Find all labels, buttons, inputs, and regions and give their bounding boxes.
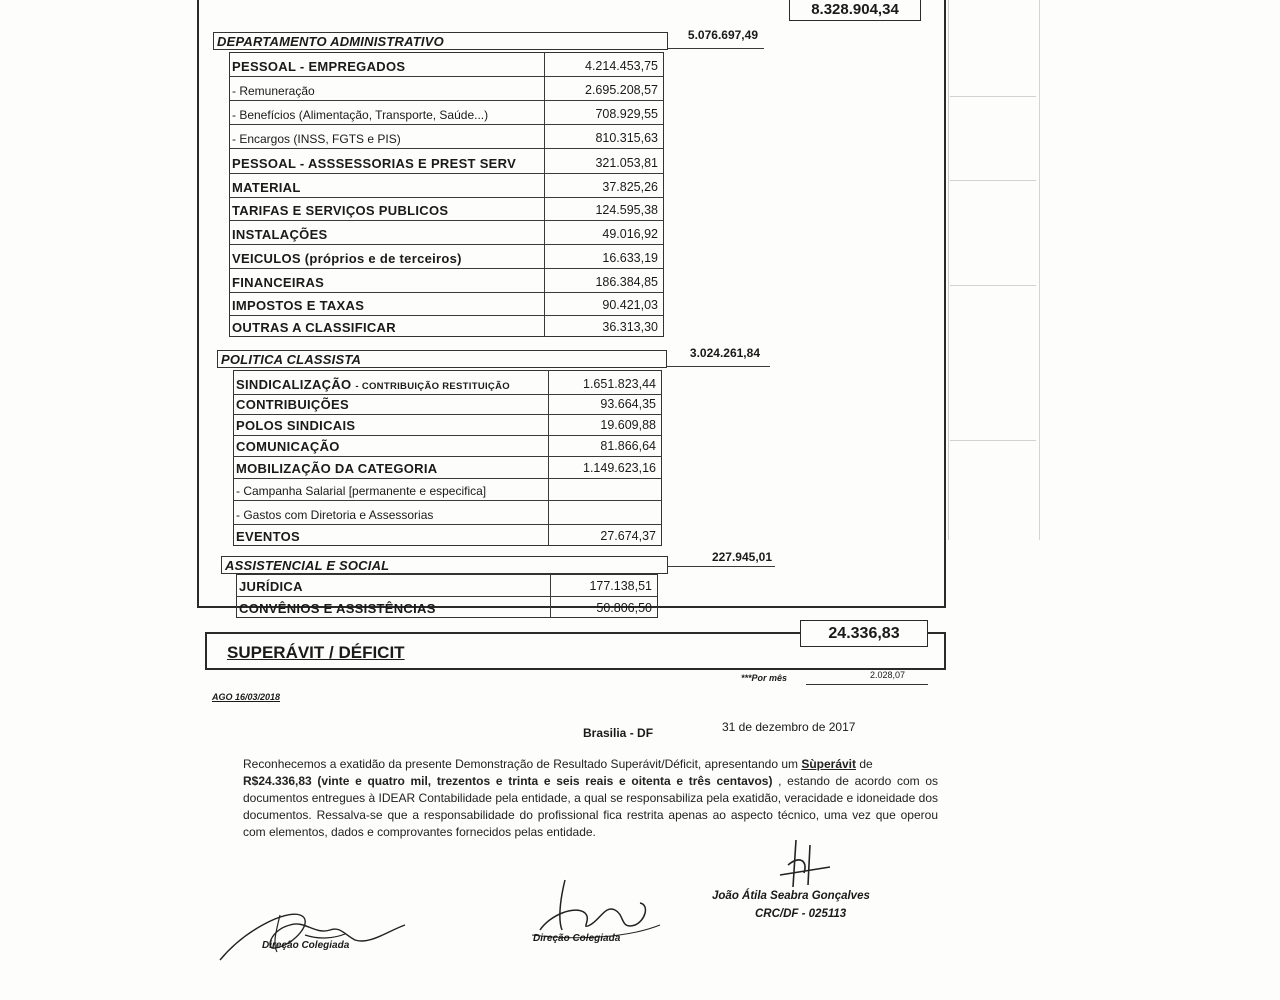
row-label: VEICULOS (próprios e de terceiros) — [232, 251, 462, 266]
row-label: PESSOAL - ASSSESSORIAS E PREST SERV — [232, 156, 517, 171]
declaration-amount: R$24.336,83 (vinte e quatro mil, trezentos e trinta e seis reais e oitenta e três centavos) — [243, 774, 773, 788]
row-value: 81.866,64 — [600, 439, 656, 453]
row-label: JURÍDICA — [239, 579, 303, 594]
signature-2-label: Direção Colegiada — [533, 933, 621, 944]
row-value: 36.313,30 — [602, 320, 658, 334]
divider — [668, 48, 764, 49]
declaration-text: , estando de acordo com os documentos entregues à IDEAR Contabilidade pela entidade, a qual se responsabiliza pela exatidão, veracidade e idoneidade dos documentos. Ressalva-se que a responsabilidade do profissional fica restrita apenas ao aspecto técnico, uma vez que operou com elementos, dados e comprovantes fornecidos pelas entidade. — [243, 774, 938, 839]
table-row — [229, 315, 664, 337]
accountant-crc: CRC/DF - 025113 — [755, 908, 847, 920]
row-value: 321.053,81 — [595, 156, 658, 170]
section-total-politica: 3.024.261,84 — [689, 346, 760, 360]
table-row — [233, 394, 662, 414]
section-total-assistencial: 227.945,01 — [711, 550, 772, 564]
date: 31 de dezembro de 2017 — [722, 720, 856, 734]
table-row — [233, 456, 662, 478]
row-label: INSTALAÇÕES — [232, 227, 328, 242]
row-value: 177.138,51 — [589, 579, 652, 593]
grand-total: 8.328.904,34 — [789, 0, 921, 21]
row-sublabel: - CONTRIBUIÇÃO RESTITUIÇÃO — [355, 381, 510, 392]
table-row — [229, 76, 664, 100]
bleed-through-panel — [948, 0, 1040, 540]
table-row — [229, 220, 664, 244]
row-label: CONVÊNIOS E ASSISTÊNCIAS — [239, 601, 436, 616]
ago-note: AGO 16/03/2018 — [212, 692, 281, 702]
row-value: 16.633,19 — [602, 251, 658, 265]
table-row — [236, 596, 658, 618]
row-value: 27.674,37 — [600, 529, 656, 543]
table-row — [229, 52, 664, 76]
declaration-text: de — [856, 757, 873, 771]
row-label: EVENTOS — [236, 529, 300, 544]
table-row — [233, 524, 662, 546]
row-label: - Encargos (INSS, FGTS e PIS) — [232, 132, 401, 146]
declaration-bold: Sùperávit — [801, 757, 857, 771]
row-value: 2.695.208,57 — [585, 83, 658, 97]
row-label: SINDICALIZAÇÃO - CONTRIBUIÇÃO RESTITUIÇÃO — [236, 377, 510, 392]
row-value: 90.421,03 — [602, 298, 658, 312]
section-title-politica: POLITICA CLASSISTA — [217, 350, 667, 368]
accountant-name: João Átila Seabra Gonçalves — [712, 890, 870, 902]
declaration-paragraph — [243, 756, 938, 841]
table-row — [233, 500, 662, 524]
section-title-admin: DEPARTAMENTO ADMINISTRATIVO — [213, 32, 668, 50]
row-value: 4.214.453,75 — [585, 59, 658, 73]
row-label: - Remuneração — [232, 84, 315, 98]
row-label: - Benefícios (Alimentação, Transporte, Saúde...) — [232, 108, 489, 122]
row-label: - Campanha Salarial [permanente e especifica] — [236, 484, 487, 498]
section-total-admin: 5.076.697,49 — [687, 28, 758, 42]
signature-1-label: Direção Colegiada — [262, 940, 350, 951]
row-label: TARIFAS E SERVIÇOS PUBLICOS — [232, 203, 449, 218]
per-month-label: ***Por mês — [741, 673, 788, 683]
row-label: OUTRAS A CLASSIFICAR — [232, 320, 396, 335]
row-label: PESSOAL - EMPREGADOS — [232, 59, 406, 74]
per-month-value: 2.028,07 — [870, 670, 906, 680]
row-value: 186.384,85 — [595, 275, 658, 289]
declaration-text: Reconhecemos a exatidão da presente Demonstração de Resultado Superávit/Déficit, apresentando um — [243, 757, 802, 771]
row-value: 1.651.823,44 — [583, 377, 656, 391]
row-label: FINANCEIRAS — [232, 275, 325, 290]
table-row — [236, 574, 658, 596]
divider — [667, 566, 775, 567]
result-value: 24.336,83 — [800, 620, 928, 647]
table-row — [229, 148, 664, 173]
table-row — [229, 268, 664, 292]
bleed-line — [950, 180, 1036, 181]
table-row — [229, 292, 664, 315]
row-label: CONTRIBUIÇÕES — [236, 397, 349, 412]
divider — [667, 366, 770, 367]
table-row — [233, 435, 662, 456]
result-label: SUPERÁVIT / DÉFICIT — [227, 643, 405, 662]
row-label: MOBILIZAÇÃO DA CATEGORIA — [236, 461, 438, 476]
section-title-assistencial: ASSISTENCIAL E SOCIAL — [221, 556, 668, 574]
table-row — [229, 197, 664, 220]
row-label: MATERIAL — [232, 180, 301, 195]
row-value: 93.664,35 — [600, 397, 656, 411]
table-row — [233, 414, 662, 435]
row-label: POLOS SINDICAIS — [236, 418, 356, 433]
bleed-line — [950, 440, 1036, 441]
table-row — [233, 370, 662, 394]
table-row — [233, 478, 662, 500]
row-value: 37.825,26 — [602, 180, 658, 194]
row-label: - Gastos com Diretoria e Assessorias — [236, 508, 434, 522]
row-value: 50.806,50 — [596, 601, 652, 615]
accountant-signature — [760, 835, 850, 895]
row-label: COMUNICAÇÃO — [236, 439, 340, 454]
row-value: 124.595,38 — [595, 203, 658, 217]
row-value: 19.609,88 — [600, 418, 656, 432]
place: Brasilia - DF — [583, 726, 654, 740]
table-row — [229, 100, 664, 124]
table-row — [229, 124, 664, 148]
table-row — [229, 173, 664, 197]
per-month-line — [806, 684, 928, 685]
bleed-line — [950, 96, 1036, 97]
row-label: IMPOSTOS E TAXAS — [232, 298, 365, 313]
row-value: 1.149.623,16 — [583, 461, 656, 475]
row-value: 708.929,55 — [595, 107, 658, 121]
row-value: 810.315,63 — [595, 131, 658, 145]
table-row — [229, 244, 664, 268]
row-value: 49.016,92 — [602, 227, 658, 241]
bleed-line — [950, 285, 1036, 286]
signature-1 — [205, 890, 425, 970]
